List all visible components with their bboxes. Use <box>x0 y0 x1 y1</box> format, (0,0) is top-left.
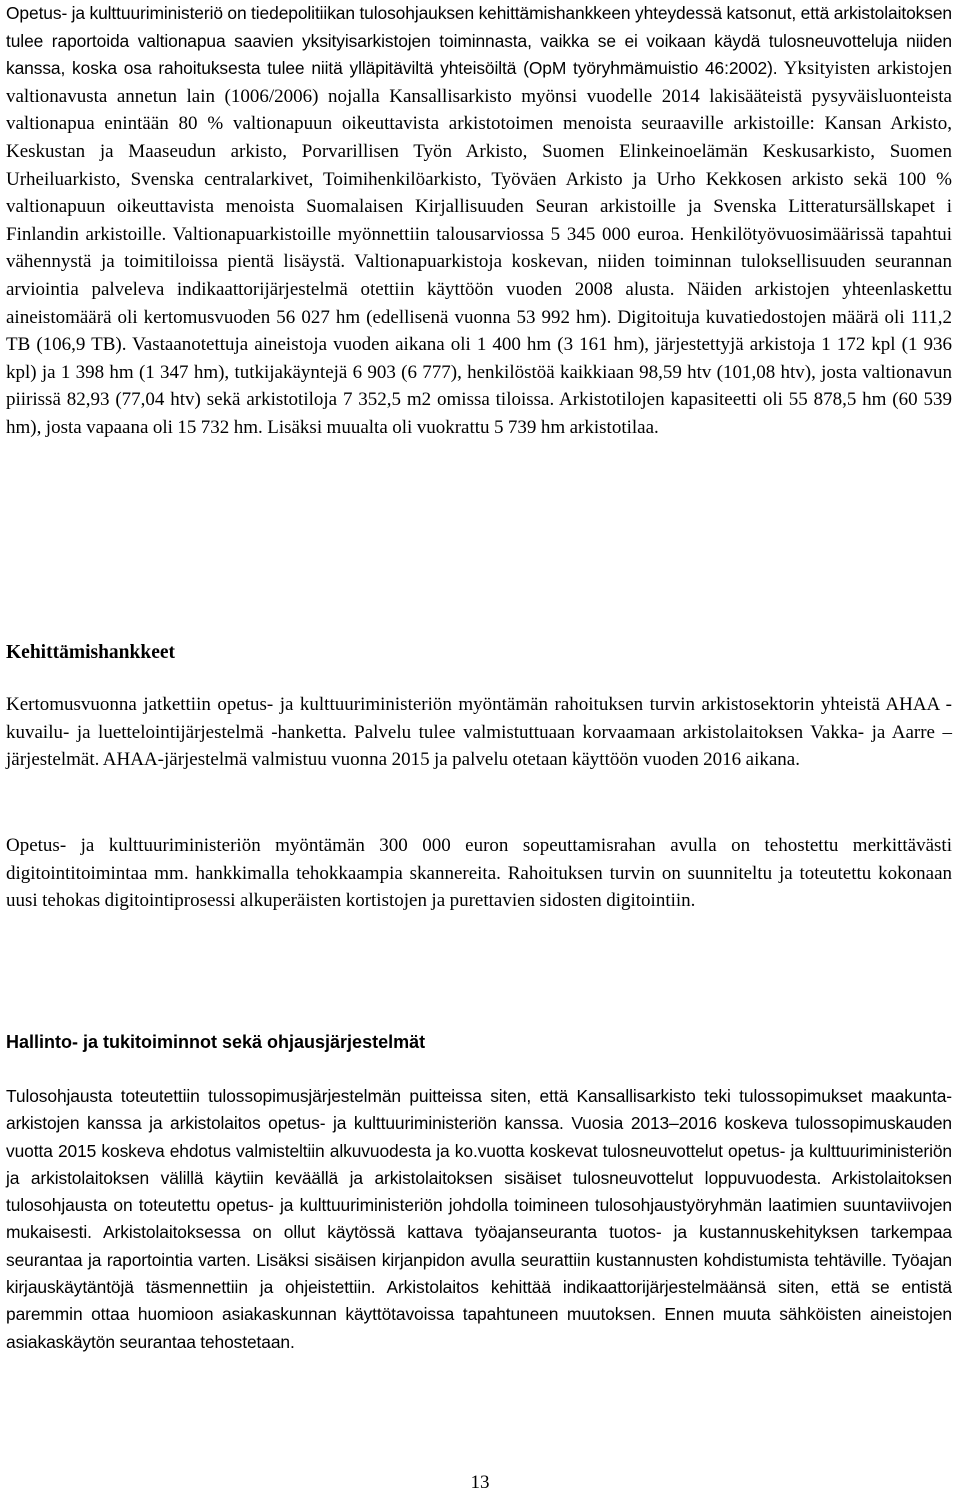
section-heading-hallinto: Hallinto- ja tukitoiminnot sekä ohjausjärjestelmät <box>6 1032 426 1052</box>
intro-serif-text: Yksityisten arkistojen valtionavusta annetun lain (1006/2006) nojalla Kansallisarkisto myönsi vuodelle 2014 lakisääteistä pysyväisluonteista valtionapua enintään 80 % valtionapuun oikeuttavista arkistotoimen menoista seuraaville arkistoille: Kansan Arkisto, Keskustan ja Maaseudun arkisto, Porvarillisen Työn Arkisto, Suomen Elinkeinoelämän Keskusarkisto, Suomen Urheiluarkisto, Svenska centralarkivet, Toimihenkilöarkisto, Työväen Arkisto ja Urho Kekkosen arkisto sekä 100 % valtionapuun oikeuttavista menoista Suomalaisen Kirjallisuuden Seuran arkistoille ja Svenska Litteratursällskapet i Finlandin arkistoille. Valtionapuarkistoille myönnettiin talousarviossa 5 345 000 euroa. Henkilötyövuosimäärissä tapahtui vähennystä ja toimitiloissa pientä lisäystä. Valtionapuarkistoja koskevan, niiden toiminnan tuloksellisuuden seurannan arviointia palveleva indikaattorijärjestelmä otettiin käyttöön vuoden 2008 alusta. Näiden arkistojen yhteenlaskettu aineistomäärä oli kertomusvuoden 56 027 hm (edellisenä vuonna 53 992 hm). Digitoituja kuvatiedostojen määrä oli 111,2 TB (106,9 TB). Vastaanotettuja aineistoja vuoden aikana oli 1 400 hm (3 161 hm), järjestettyjä arkistoja 1 172 kpl (1 936 kpl) ja 1 398 hm (1 347 hm), tutkijakäyntejä 6 903 (6 777), henkilöstöä kaikkiaan 98,59 htv (101,08 htv), josta valtionavun piirissä 82,93 (77,04 htv) sekä arkistotiloja 7 352,5 m2 omissa tiloissa. Arkistotilojen kapasiteetti oli 55 878,5 hm (60 539 hm), josta vapaana oli 15 732 hm. Lisäksi muualta oli vuokrattu 5 739 hm arkistotilaa. <box>6 58 952 438</box>
intro-paragraph <box>6 0 952 442</box>
intro-sans-text: Opetus- ja kulttuuriministeriö on tiedepolitiikan tulosohjauksen kehittämishankkeen yhteydessä katsonut, että arkistolaitoksen tulee raportoida valtionapua saavien yksityisarkistojen toiminnasta, vaikka se ei voikaan käydä tulosneuvotteluja niiden kanssa, koska osa rahoituksesta tulee niitä ylläpitäviltä yhteisöiltä (OpM työryhmämuistio 46:2002). <box>6 3 952 79</box>
page-number: 13 <box>470 1472 490 1493</box>
section1-paragraph-1: Kertomusvuonna jatkettiin opetus- ja kulttuuriministeriön myöntämän rahoituksen turvin arkistosektorin yhteistä AHAA -kuvailu- ja luettelointijärjestelmä -hanketta. Palvelu tulee valmistuttuaan korvaamaan arkistolaitoksen Vakka- ja Aarre –järjestelmät. AHAA-järjestelmä valmistuu vuonna 2015 ja palvelu otetaan käyttöön vuoden 2016 aikana. <box>6 694 952 771</box>
section2-paragraph: Tulosohjausta toteutettiin tulossopimusjärjestelmän puitteissa siten, että Kansallisarkisto teki tulossopimukset maakunta-arkistojen kanssa ja arkistolaitos opetus- ja kulttuuriministeriön kanssa. Vuosia 2013–2016 koskeva tulossopimuskauden vuotta 2015 koskeva ehdotus valmisteltiin alkuvuodesta ja ko.vuotta koskevat tulosneuvottelut opetus- ja kulttuuriministeriön ja arkistolaitoksen välillä käytiin keväällä ja arkistolaitoksen sisäiset tulosneuvottelut loppuvuodesta. Arkistolaitoksen tulosohjausta on toteutettu opetus- ja kulttuuriministeriön johdolla toimineen tulosohjaustyöryhmän laatimien suuntaviivojen mukaisesti. Arkistolaitoksessa on ollut käytössä kattava työajanseuranta tuotos- ja kustannuskehityksen tarkempaa seurantaa ja raportointia varten. Lisäksi sisäisen kirjanpidon avulla seurattiin kustannusten kohdistumista tehtäville. Työajan kirjauskäytäntöjä täsmennettiin ja ohjeistettiin. Arkistolaitos kehittää indikaattorijärjestelmäänsä siten, että se entistä paremmin ottaa huomioon asiakaskunnan käyttötavoissa tapahtuneen muutoksen. Ennen muuta sähköisten aineistojen asiakaskäytön seurantaa tehostetaan. <box>6 1086 952 1352</box>
section1-paragraph-2: Opetus- ja kulttuuriministeriön myöntämän 300 000 euron sopeuttamisrahan avulla on tehostettu merkittävästi digitointitoimintaa mm. hankkimalla tehokkaampia skannereita. Rahoituksen turvin on suunniteltu ja toteutettu kokonaan uusi tehokas digitointiprosessi alkuperäisten kortistojen ja purettavien sidosten digitointiin. <box>6 835 952 912</box>
section-heading-kehittamishankkeet: Kehittämishankkeet <box>6 642 176 663</box>
